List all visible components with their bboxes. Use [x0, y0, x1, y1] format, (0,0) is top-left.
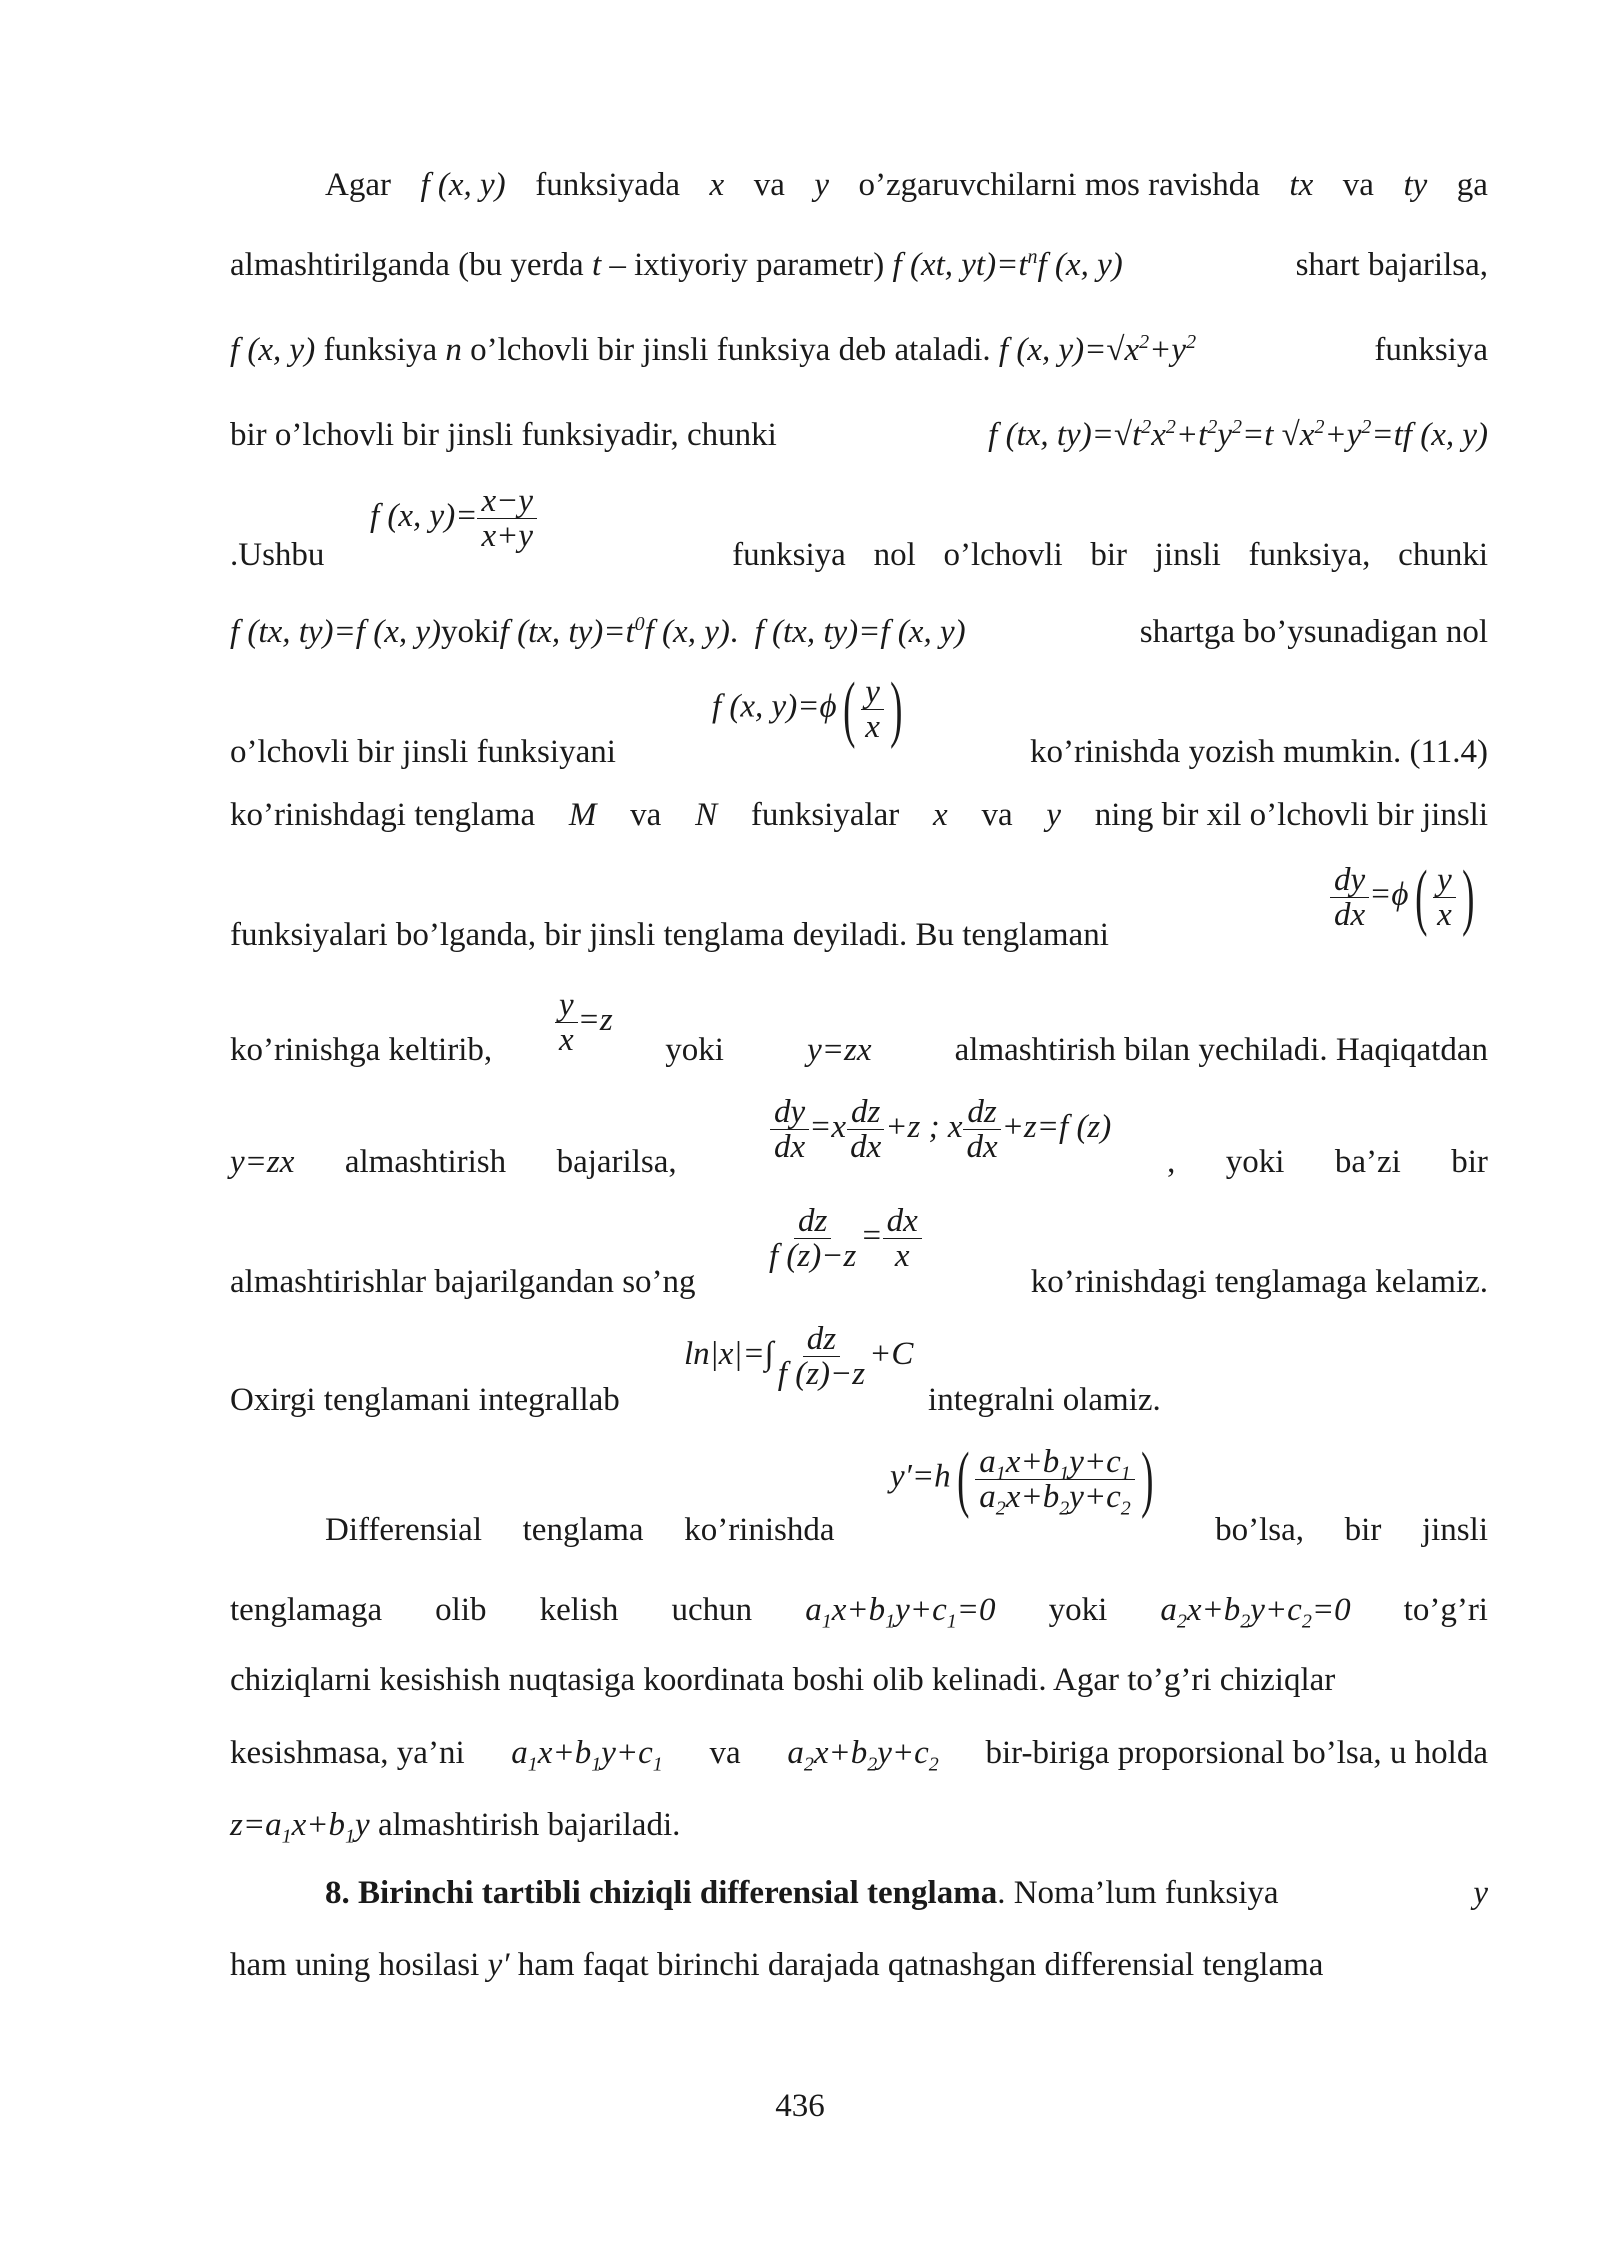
- text: almashtirish: [344, 1144, 507, 1180]
- text: almashtirish bajariladi.: [377, 1807, 681, 1843]
- formula: x: [933, 797, 948, 833]
- formula: f (x, y): [420, 167, 506, 203]
- text: jinsli: [1154, 537, 1221, 573]
- text: ham faqat birinchi darajada qatnashgan differensial tenglama: [517, 1947, 1324, 1983]
- text: ga: [1456, 167, 1488, 203]
- line-12: [230, 1262, 1488, 1302]
- text: bir: [1344, 1512, 1382, 1548]
- text: o’zgaruvchilarni mos ravishda: [858, 167, 1260, 203]
- text: yoki: [441, 614, 500, 650]
- formula-fraction-1: f (x, y)= $\frac{x-y}{x+y}$: [370, 484, 610, 553]
- text: funksiya: [323, 332, 438, 368]
- text: integralni olamiz.: [928, 1382, 1161, 1418]
- text: olib: [435, 1592, 487, 1628]
- text: bir: [1451, 1144, 1488, 1180]
- formula-separation: $\frac{dz}{f (z)-z}$ = $\frac{dx}{x}$: [765, 1204, 965, 1273]
- text: nol: [873, 537, 916, 573]
- formula: f (x, $y)=√x^2+y^2$: [998, 331, 1197, 368]
- line-1: [325, 165, 1488, 205]
- line-8: [230, 795, 1488, 835]
- line-9: [230, 915, 1488, 955]
- line-11: [230, 1142, 1488, 1182]
- text: funksiyada: [535, 167, 680, 203]
- text: uchun: [671, 1592, 753, 1628]
- text: bo’lsa,: [1215, 1512, 1305, 1548]
- formula: f (xt, $yt)=t^nf$ (x, y): [892, 246, 1123, 283]
- line-14: [325, 1510, 1488, 1550]
- text: funksiyalari bo’lganda, bir jinsli tenglama deyiladi. Bu tenglamani: [230, 917, 1109, 953]
- formula: y: [814, 167, 830, 203]
- line-2: [230, 245, 1488, 285]
- text: va: [630, 797, 662, 833]
- text: funksiya,: [1248, 537, 1371, 573]
- formula: ty: [1403, 167, 1428, 203]
- text: ko’rinishdagi tenglama: [230, 797, 536, 833]
- section-heading: 8. Birinchi tartibli chiziqli differensial tenglama: [325, 1875, 998, 1911]
- text: ko’rinishga keltirib,: [230, 1032, 493, 1068]
- text: va: [1342, 167, 1374, 203]
- text: funksiya: [1374, 332, 1488, 368]
- line-4: [230, 415, 1488, 455]
- text: funksiyalar: [750, 797, 900, 833]
- text-group: [325, 1873, 1279, 1913]
- formula: y: [1473, 1875, 1488, 1911]
- formula: $a_1x+b_1y+c_1$: [511, 1735, 663, 1776]
- formula: $z=a_1x+b_1y$: [230, 1807, 370, 1848]
- text: almashtirishlar bajarilgandan so’ng: [230, 1264, 696, 1300]
- text: funksiya: [732, 537, 846, 573]
- text: shartga bo’ysunadigan nol: [1139, 614, 1488, 650]
- text: o’lchovli: [943, 537, 1063, 573]
- text: .Ushbu: [230, 537, 325, 573]
- formula: $a_1x+b_1y+c_1=0$: [805, 1592, 996, 1633]
- formula-dydx: $\frac{dy}{dx}$ =ϕ( $\frac{y}{x}$ ): [1330, 860, 1490, 934]
- text: ning bir xil o’lchovli bir jinsli: [1094, 797, 1488, 833]
- text: Differensial: [325, 1512, 482, 1548]
- line-19: [325, 1873, 1488, 1913]
- text: to’g’ri: [1403, 1592, 1488, 1628]
- text: Oxirgi tenglamani integrallab: [230, 1382, 620, 1418]
- line-3: [230, 330, 1488, 370]
- formula: x: [709, 167, 725, 203]
- text: . Noma’lum funksiya: [997, 1875, 1279, 1911]
- line-7: [230, 732, 1488, 772]
- page-number: 436: [775, 2088, 825, 2124]
- line-10: [230, 1030, 1488, 1070]
- line-6: [230, 612, 1488, 652]
- text: bajarilsa,: [556, 1144, 677, 1180]
- text: tenglamaga: [230, 1592, 383, 1628]
- text: tenglama: [522, 1512, 644, 1548]
- formula: y′: [487, 1947, 510, 1983]
- text: va: [753, 167, 785, 203]
- text: jinsli: [1421, 1512, 1488, 1548]
- text: bir-biriga proporsional bo’lsa, u holda: [985, 1735, 1488, 1771]
- formula: y=zx: [230, 1144, 295, 1180]
- text: ,: [1167, 1144, 1176, 1180]
- text: ko’rinishda yozish mumkin. (11.4): [1030, 734, 1488, 770]
- text: kelish: [539, 1592, 619, 1628]
- formula: y: [1046, 797, 1062, 833]
- formula-integral: ln|x|=∫ $\frac{dz}{f (z)-z}$ +C: [684, 1321, 914, 1392]
- formula-substitution: $\frac{dy}{dx}$ =x $\frac{dz}{dx}$ +z ; x $\frac{dz}{dx}$ +z=f (z): [770, 1095, 1170, 1164]
- text: ham uning hosilasi: [230, 1947, 480, 1983]
- text: bir: [1090, 537, 1128, 573]
- formula: $a_2x+b_2y+c_2$: [787, 1735, 939, 1776]
- formula: M: [568, 797, 597, 833]
- text: shart bajarilsa,: [1295, 247, 1488, 283]
- formula: y=zx: [807, 1032, 872, 1068]
- text: ba’zi: [1334, 1144, 1401, 1180]
- formula-phi-1: f (x, y)=ϕ( $\frac{y}{x}$ ): [712, 668, 903, 750]
- text: va: [981, 797, 1013, 833]
- text: kesishmasa, ya’ni: [230, 1735, 465, 1771]
- text-group: f (tx, ty)=f (x, y)yokif (tx, $ty)=t^0f$ (x, y). f (tx, ty)=f (x, y): [230, 613, 966, 650]
- line-15: [230, 1590, 1488, 1633]
- line-5: [230, 535, 1488, 575]
- text: Agar: [325, 167, 391, 203]
- text: almashtirish bilan yechiladi. Haqiqatdan: [954, 1032, 1488, 1068]
- text: yoki: [665, 1032, 724, 1068]
- text: va: [709, 1735, 741, 1771]
- text: chunki: [1398, 537, 1488, 573]
- formula-yx-z: $\frac{y}{x}$ =z: [555, 988, 655, 1057]
- line-13: [230, 1380, 1488, 1420]
- text: yoki: [1225, 1144, 1285, 1180]
- text: ko’rinishdagi tenglamaga kelamiz.: [1030, 1264, 1488, 1300]
- text: almashtirilganda (bu yerda: [230, 247, 584, 283]
- text: – ixtiyoriy parametr): [609, 247, 885, 283]
- formula: $a_2x+b_2y+c_2=0$: [1160, 1592, 1351, 1633]
- text: ko’rinishda: [684, 1512, 835, 1548]
- formula: N: [695, 797, 718, 833]
- formula: tx: [1289, 167, 1314, 203]
- text: chiziqlarni kesishish nuqtasiga koordinata boshi olib kelinadi. Agar to’g’ri chiziqlar: [230, 1662, 1336, 1698]
- text: o’lchovli bir jinsli funksiya deb ataladi.: [470, 332, 991, 368]
- text: yoki: [1048, 1592, 1108, 1628]
- text: o’lchovli bir jinsli funksiyani: [230, 734, 616, 770]
- text-group: almashtirilganda (bu yerda t – ixtiyoriy parametr) f (xt, $yt)=t^nf$ (x, y): [230, 246, 1123, 283]
- formula: f (tx, $ty)=√t^2x^2+t^2y^2=t$ $√x^2+y^2=tf$ (x, y): [988, 416, 1488, 453]
- formula-y-prime: y′=h( $\frac{a_1x+b_1y+c_1}{a_2x+b_2y+c_2}$ ): [890, 1438, 1154, 1520]
- text-group: f (x, y) funksiya n o’lchovli bir jinsli funksiya deb ataladi. f (x, $y)=√x^2+y^2$: [230, 331, 1197, 368]
- line-16: [230, 1660, 1488, 1700]
- line-20: [230, 1945, 1488, 1985]
- line-17: [230, 1733, 1488, 1776]
- text: bir o’lchovli bir jinsli funksiyadir, chunki: [230, 417, 777, 453]
- line-18: [230, 1805, 1488, 1848]
